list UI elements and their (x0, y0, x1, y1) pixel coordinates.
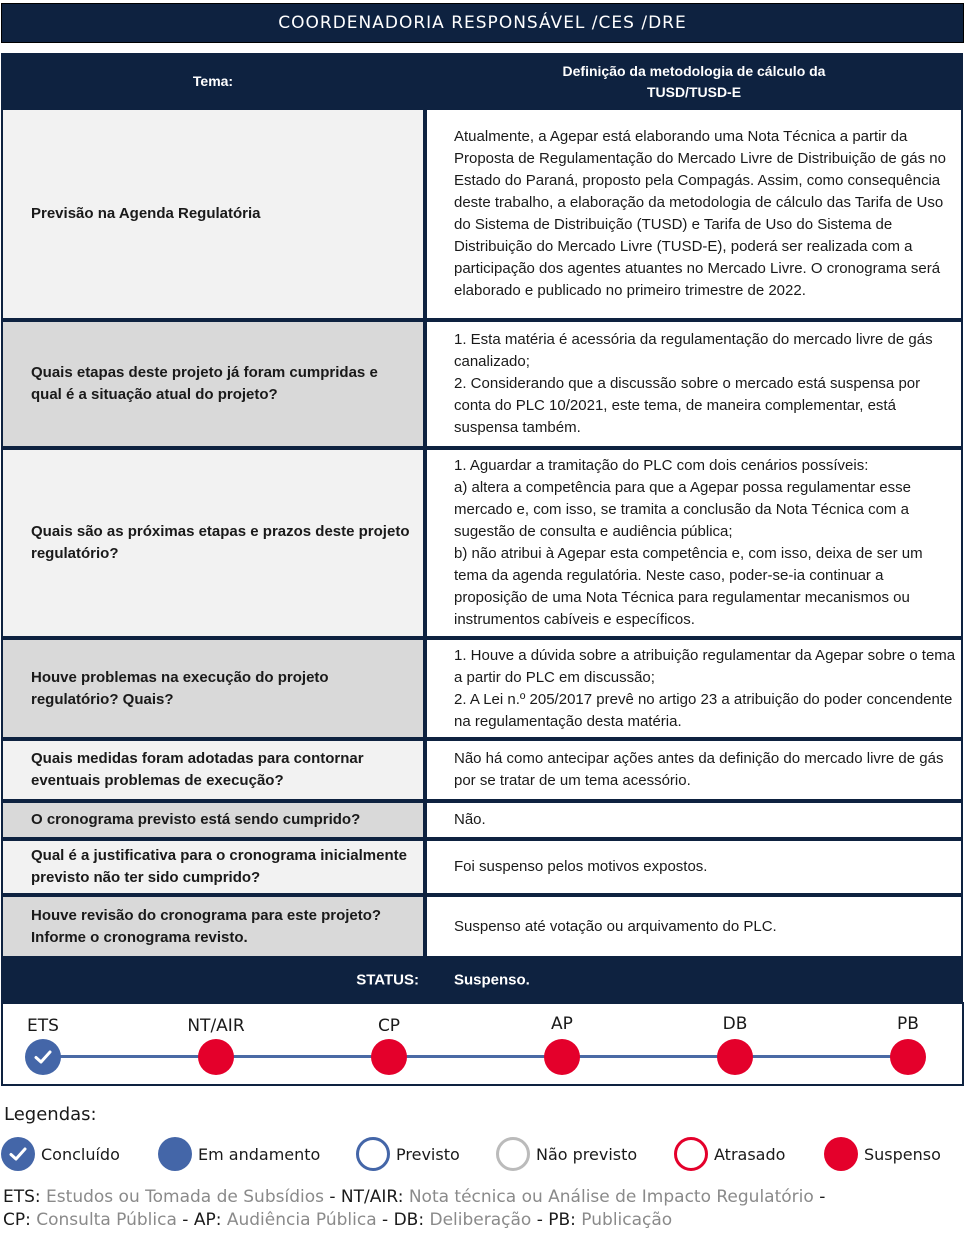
legend-label: Não previsto (536, 1144, 638, 1164)
check-circle-icon (1, 1137, 35, 1171)
legend-label: Suspenso (864, 1144, 941, 1164)
timeline-step-label: PB (897, 1014, 919, 1034)
legend-label: Atrasado (714, 1144, 786, 1164)
filled-red-circle-icon (371, 1039, 407, 1075)
abbr-value: Nota técnica ou Análise de Impacto Regulatório (403, 1187, 820, 1207)
table-row (0, 839, 965, 895)
project-timeline (1, 1002, 964, 1086)
table-row (0, 801, 965, 839)
question-text: Quais são as próximas etapas e prazos deste projeto regulatório? (31, 523, 410, 562)
legend-item-previsto (356, 1136, 460, 1172)
question-text: Previsão na Agenda Regulatória (31, 205, 261, 222)
abbreviations-footer (3, 1186, 963, 1232)
blue-ring-icon (356, 1137, 390, 1171)
page-title-bar (1, 3, 964, 43)
table-row (0, 320, 965, 448)
timeline-step-label: ETS (27, 1016, 59, 1036)
abbr-value: Publicação (575, 1210, 673, 1230)
answer-text: Suspenso até votação ou arquivamento do PLC. (454, 917, 777, 935)
timeline-line (43, 1055, 908, 1058)
timeline-step-label: AP (551, 1014, 573, 1034)
abbr-separator: - (819, 1187, 826, 1207)
legend-item-atrasado (674, 1136, 785, 1172)
abbr-value: Deliberação (424, 1210, 537, 1230)
legend-label: Concluído (41, 1144, 120, 1164)
question-text: O cronograma previsto está sendo cumprido? (31, 811, 361, 828)
question-text: Qual é a justificativa para o cronograma inicialmente previsto não ter sido cumprido? (31, 847, 407, 886)
answer-text: 1. Houve a dúvida sobre a atribuição regulamentar da Agepar sobre o tema a partir do PLC em discussão; 2. A Lei n.º 205/2017 prevê no artigo 23 a atribuição do poder concendente na regulamentação desta matéria. (454, 646, 956, 730)
question-text: Quais etapas deste projeto já foram cumpridas e qual é a situação atual do projeto? (31, 364, 378, 403)
abbr-value: Estudos ou Tomada de Subsídios (40, 1187, 330, 1207)
question-text: Quais medidas foram adotadas para contornar eventuais problemas de execução? (31, 750, 364, 789)
timeline-step-label: NT/AIR (187, 1016, 245, 1036)
legend-title: Legendas: (4, 1104, 97, 1125)
answer-text: 1. Aguardar a tramitação do PLC com dois cenários possíveis: a) altera a competência para que a Agepar possa regulamentar esse mercado e, com isso, se tramita a conclusão da Nota Técnica com a sugestão de consulta e audiência pública; b) não atribui à Agepar esta competência e, com isso, deixa de ser um tema da agenda regulatória. Neste caso, poder-se-ia continuar a proposição de uma Nota Técnica para regulamentar mecanismos ou instrumentos cabíveis e específicos. (454, 457, 923, 628)
filled-red-circle-icon (198, 1039, 234, 1075)
legend (0, 1136, 965, 1172)
legend-item-concluido (1, 1136, 120, 1172)
filled-red-circle-icon (824, 1137, 858, 1171)
abbr-key: - AP: (182, 1210, 222, 1230)
legend-label: Previsto (396, 1144, 460, 1164)
filled-blue-circle-icon (158, 1137, 192, 1171)
status-label: STATUS: (356, 971, 419, 989)
filled-red-circle-icon (717, 1039, 753, 1075)
check-circle-icon (25, 1039, 61, 1075)
red-ring-icon (674, 1137, 708, 1171)
answer-text: Não. (454, 811, 486, 828)
legend-item-em-andamento (158, 1136, 320, 1172)
table-row (0, 448, 965, 638)
header-tema-cell (1, 53, 425, 108)
abbr-key: - DB: (382, 1210, 425, 1230)
abbr-value: Audiência Pública (221, 1210, 383, 1230)
abbr-key: ETS: (3, 1187, 41, 1207)
status-row (0, 958, 965, 1002)
table-row (0, 895, 965, 958)
answer-text: Foi suspenso pelos motivos expostos. (454, 858, 708, 875)
question-text: Houve problemas na execução do projeto regulatório? Quais? (31, 668, 329, 708)
gray-ring-icon (496, 1137, 530, 1171)
abbr-value: Consulta Pública (30, 1210, 183, 1230)
filled-red-circle-icon (890, 1039, 926, 1075)
abbr-key: - NT/AIR: (329, 1187, 404, 1207)
answer-text: Atualmente, a Agepar está elaborando uma Nota Técnica a partir da Proposta de Regulamentação do Mercado Livre de Distribuição de gás no Estado do Paraná, proposto pela Compagás. Assim, como consequência deste trabalho, a elaboração da metodologia de cálculo das Tarifa de Uso do Sistema de Distribuição (TUSD) e Tarifa de Uso do Sistema de Distribuição do Mercado Livre (TUSD-E), poderá ser realizada com a participação dos agentes atuantes no Mercado Livre. O cronograma será elaborado e publicado no primeiro trimestre de 2022. (454, 128, 946, 299)
timeline-step-label: CP (377, 1016, 401, 1036)
legend-item-suspenso (824, 1136, 941, 1172)
legend-item-nao-previsto (496, 1136, 637, 1172)
page-title: COORDENADORIA RESPONSÁVEL /CES /DRE (278, 13, 687, 33)
legend-label: Em andamento (198, 1144, 321, 1164)
table-header-row (0, 53, 965, 108)
header-tema: Tema: (192, 73, 234, 89)
timeline-step-label: DB (722, 1014, 748, 1034)
abbr-key: - PB: (536, 1210, 576, 1230)
answer-text: Não há como antecipar ações antes da definição do mercado livre de gás por se tratar de um tema acessório. (454, 750, 944, 789)
abbr-key: CP: (3, 1210, 31, 1230)
answer-text: 1. Esta matéria é acessória da regulamentação do mercado livre de gás canalizado; 2. Considerando que a discussão sobre o mercado está suspensa por conta do PLC 10/2021, este tema, de maneira complementar, está suspensa também. (454, 331, 933, 436)
header-definicao-cell (425, 53, 963, 108)
table-row (0, 739, 965, 801)
table-row (0, 108, 965, 320)
header-definicao: Definição da metodologia de cálculo da TUSD/TUSD-E (562, 63, 826, 100)
status-badge: Suspenso. (454, 971, 530, 989)
question-text: Houve revisão do cronograma para este projeto? Informe o cronograma revisto. (31, 906, 382, 946)
filled-red-circle-icon (544, 1039, 580, 1075)
table-row (0, 638, 965, 739)
